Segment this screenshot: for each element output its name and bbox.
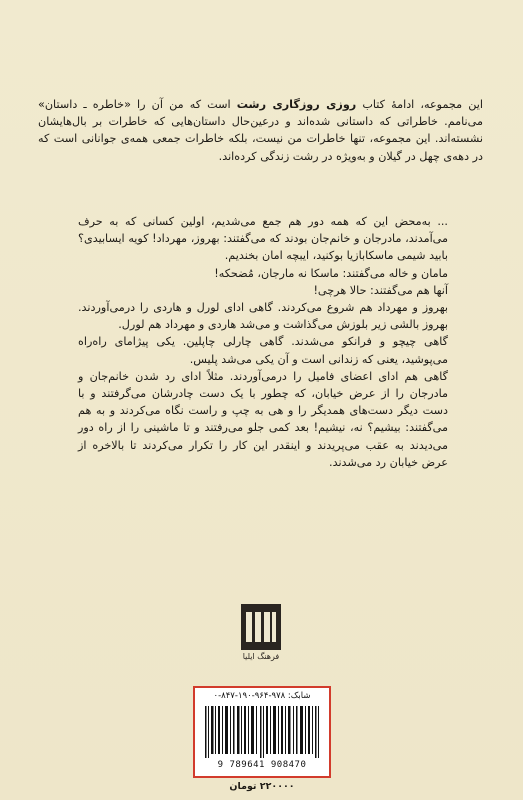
excerpt-paragraph: گاهی چیچو و فرانکو می‌شدند. گاهی چارلی چاپلین. یکی پیژامای راه‌راه می‌پوشید، یعنی که زندانی است و آن یکی می‌شد پلیس. [78,335,448,366]
excerpt-paragraph: بهروز و مهرداد هم شروع می‌کردند. گاهی ادای لورل و هاردی را درمی‌آوردند. بهروز بالشی زیر بلوزش می‌گذاشت و می‌شد هاردی و مهرداد هم لورل. [78,301,448,332]
intro-text-start: این مجموعه، ادامۀ کتاب [356,98,483,111]
excerpt-paragraph: گاهی هم ادای اعضای فامیل را درمی‌آوردند. مثلاً ادای رد شدن خانم‌جان و مادرجان را از عرض خیابان، که چطور با یک دست چادرشان می‌گرفتند و با دست دیگر دست‌های همدیگر را و هی به چپ و راست نگاه می‌کردند و به هم می‌گفتند: بیشیم؟ نه، نیشیم! بعد کمی جلو می‌رفتند و تا ماشینی را از راه دور می‌دیدند به عقب می‌پریدند و اینقدر این کار را تکرار می‌کردند تا بالاخره از عرض خیابان رد می‌شدند. [78,369,448,469]
excerpt-paragraph: آنها هم می‌گفتند: حالا هرچی! [313,283,448,297]
publisher-name: فرهنگ ایلیا [242,652,280,661]
isbn-barcode-box [193,686,331,778]
intro-paragraph [38,96,483,165]
price-label: ۲۲۰۰۰۰ تومان [229,781,295,792]
barcode-number: 9 789641 908470 [217,760,307,770]
publisher-logo [226,604,296,674]
book-title: روزی روزگاری رشت [236,98,357,111]
excerpt-paragraph: مامان و خاله می‌گفتند: ماسکا نه مارجان، مُضحکه! [214,266,448,280]
excerpt-paragraph: ... به‌محض این که همه دور هم جمع می‌شدیم، اولین کسانی که به حرف می‌آمدند، مادرجان و خانم‌جان بودند که می‌گفتند: بهروز، مهرداد! کویه ایسابیدی؟ بابید شیمی ماسکابازیا بوکنید، ایبچه امان بخندیم. [78,215,448,263]
isbn-label: شابک: ۹۷۸-۹۶۴-۱۹۰-۸۴۷-۰ [213,691,311,701]
excerpt-block [78,213,448,471]
barcode-icon [203,706,321,758]
publisher-logo-icon [241,604,281,650]
intro-text-end: است که من آن را «خاطره ـ داستان» می‌نامم. خاطراتی که داستانی شده‌اند و درعین‌حال داستان‌هایی که خاطرات بر بال‌هایشان نشسته‌اند. این مجموعه، تنها خاطرات من نیست، بلکه خاطرات جمعی همه‌ی جوانانی است که در دهه‌ی چهل در گیلان و به‌ویژه در رشت زندگی کرده‌اند. [38,98,483,163]
